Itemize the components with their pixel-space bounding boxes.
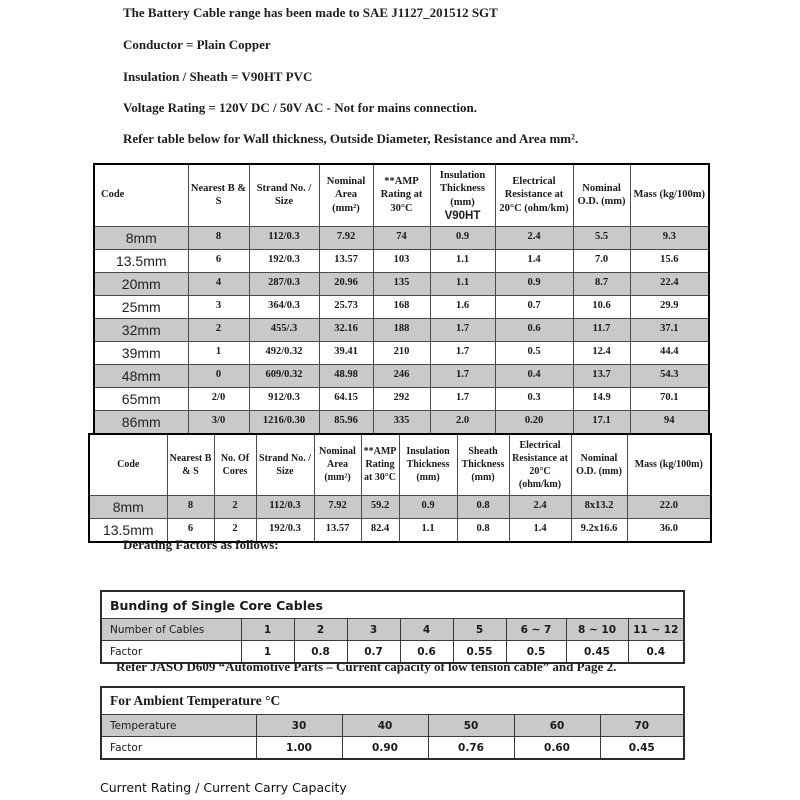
value-cell: 2 — [214, 518, 256, 542]
header-row — [94, 164, 709, 226]
value-cell: 60 — [514, 715, 600, 737]
code-cell: 13.5mm — [89, 518, 167, 542]
value-cell: 4 — [188, 272, 249, 295]
twin-core-spec-table — [88, 433, 712, 543]
value-cell: 11 ~ 12 — [628, 619, 684, 641]
table-row — [94, 341, 709, 364]
col-header-resistance: Electrical Resistance at 20°C (ohm/km) — [509, 434, 571, 495]
value-cell: 40 — [342, 715, 428, 737]
value-cell: 335 — [373, 410, 430, 434]
value-cell: 1.6 — [430, 295, 495, 318]
derating-heading: Derating Factors as follows: — [123, 537, 279, 552]
value-cell: 246 — [373, 364, 430, 387]
table-row — [94, 272, 709, 295]
code-cell: 8mm — [94, 226, 188, 249]
row-label-cell: Factor — [101, 641, 241, 664]
code-cell: 25mm — [94, 295, 188, 318]
value-cell: 50 — [428, 715, 514, 737]
value-cell: 0.7 — [495, 295, 573, 318]
table-row — [94, 318, 709, 341]
value-cell: 5.5 — [573, 226, 630, 249]
col-header-area: Nominal Area (mm²) — [319, 164, 373, 226]
value-cell: 5 — [453, 619, 506, 641]
value-cell: 39.41 — [319, 341, 373, 364]
code-cell: 8mm — [89, 495, 167, 518]
code-cell: 39mm — [94, 341, 188, 364]
intro-line-insulation: Insulation / Sheath = V90HT PVC — [123, 69, 313, 84]
value-cell: 0.8 — [294, 641, 347, 664]
value-cell: 85.96 — [319, 410, 373, 434]
value-cell: 0.3 — [495, 387, 573, 410]
bunding-table-title: Bunding of Single Core Cables — [101, 591, 684, 619]
value-cell: 0.45 — [600, 737, 684, 760]
value-cell: 8x13.2 — [571, 495, 627, 518]
value-cell: 12.4 — [573, 341, 630, 364]
col-header-od: Nominal O.D. (mm) — [571, 434, 627, 495]
col-header-nearest-bs: Nearest B & S — [167, 434, 214, 495]
code-cell: 48mm — [94, 364, 188, 387]
ambient-temperature-table — [100, 686, 685, 760]
col-header-cores: No. Of Cores — [214, 434, 256, 495]
value-cell: 1.7 — [430, 318, 495, 341]
value-cell: 11.7 — [573, 318, 630, 341]
value-cell: 70 — [600, 715, 684, 737]
value-cell: 0.55 — [453, 641, 506, 664]
value-cell: 9.2x16.6 — [571, 518, 627, 542]
header-row — [89, 434, 711, 495]
value-cell: 22.4 — [630, 272, 709, 295]
value-cell: 1.1 — [430, 272, 495, 295]
value-cell: 0.8 — [457, 495, 509, 518]
value-cell: 287/0.3 — [249, 272, 319, 295]
value-cell: 135 — [373, 272, 430, 295]
value-cell: 94 — [630, 410, 709, 434]
col-header-mass: Mass (kg/100m) — [627, 434, 711, 495]
intro-line-voltage: Voltage Rating = 120V DC / 50V AC - Not for mains connection. — [123, 100, 477, 115]
value-cell: 0.45 — [566, 641, 628, 664]
value-cell: 70.1 — [630, 387, 709, 410]
value-cell: 0.4 — [495, 364, 573, 387]
value-cell: 210 — [373, 341, 430, 364]
value-cell: 912/0.3 — [249, 387, 319, 410]
value-cell: 2.4 — [509, 495, 571, 518]
value-cell: 0.4 — [628, 641, 684, 664]
v90ht-label: V90HT — [444, 209, 481, 222]
value-cell: 14.9 — [573, 387, 630, 410]
insulation-thickness-label: Insulation Thickness (mm) — [439, 169, 486, 209]
value-cell: 2 — [188, 318, 249, 341]
value-cell: 64.15 — [319, 387, 373, 410]
value-cell: 7.92 — [314, 495, 361, 518]
value-cell: 112/0.3 — [256, 495, 314, 518]
table-row — [94, 295, 709, 318]
code-cell: 32mm — [94, 318, 188, 341]
value-cell: 6 — [167, 518, 214, 542]
col-header-strand: Strand No. / Size — [256, 434, 314, 495]
value-cell: 0.76 — [428, 737, 514, 760]
value-cell: 1216/0.30 — [249, 410, 319, 434]
value-cell: 37.1 — [630, 318, 709, 341]
table-row — [94, 249, 709, 272]
footer-current-rating-heading: Current Rating / Current Carry Capacity — [100, 780, 347, 795]
value-cell: 103 — [373, 249, 430, 272]
value-cell: 0.60 — [514, 737, 600, 760]
value-cell: 168 — [373, 295, 430, 318]
value-cell: 1.1 — [430, 249, 495, 272]
value-cell: 8 ~ 10 — [566, 619, 628, 641]
value-cell: 1.7 — [430, 341, 495, 364]
value-cell: 1.1 — [399, 518, 457, 542]
value-cell: 44.4 — [630, 341, 709, 364]
value-cell: 0.8 — [457, 518, 509, 542]
col-header-resistance: Electrical Resistance at 20°C (ohm/km) — [495, 164, 573, 226]
value-cell: 0.5 — [495, 341, 573, 364]
intro-line-conductor: Conductor = Plain Copper — [123, 37, 271, 52]
value-cell: 1.7 — [430, 364, 495, 387]
value-cell: 1.4 — [509, 518, 571, 542]
value-cell: 2.0 — [430, 410, 495, 434]
table-title-row — [101, 687, 684, 715]
value-cell: 13.7 — [573, 364, 630, 387]
col-header-code: Code — [89, 434, 167, 495]
value-cell: 7.92 — [319, 226, 373, 249]
value-cell: 2/0 — [188, 387, 249, 410]
table-row — [94, 410, 709, 434]
col-header-area: Nominal Area (mm²) — [314, 434, 361, 495]
value-cell: 192/0.3 — [256, 518, 314, 542]
value-cell: 112/0.3 — [249, 226, 319, 249]
value-cell: 1 — [241, 641, 294, 664]
value-cell: 59.2 — [361, 495, 399, 518]
col-header-code: Code — [94, 164, 188, 226]
value-cell: 192/0.3 — [249, 249, 319, 272]
table-row — [94, 387, 709, 410]
table-title-row — [101, 591, 684, 619]
value-cell: 0.9 — [399, 495, 457, 518]
row-label-cell: Number of Cables — [101, 619, 241, 641]
value-cell: 0.90 — [342, 737, 428, 760]
value-cell: 1 — [241, 619, 294, 641]
code-cell: 65mm — [94, 387, 188, 410]
value-cell: 4 — [400, 619, 453, 641]
value-cell: 82.4 — [361, 518, 399, 542]
value-cell: 13.57 — [314, 518, 361, 542]
value-cell: 1 — [188, 341, 249, 364]
value-cell: 20.96 — [319, 272, 373, 295]
value-cell: 0.9 — [430, 226, 495, 249]
table-row — [101, 619, 684, 641]
value-cell: 32.16 — [319, 318, 373, 341]
value-cell: 17.1 — [573, 410, 630, 434]
value-cell: 9.3 — [630, 226, 709, 249]
value-cell: 0.20 — [495, 410, 573, 434]
table-row — [101, 715, 684, 737]
col-header-insulation-thickness — [430, 164, 495, 226]
value-cell: 0.6 — [400, 641, 453, 664]
value-cell: 364/0.3 — [249, 295, 319, 318]
value-cell: 188 — [373, 318, 430, 341]
single-core-spec-table — [93, 163, 710, 435]
value-cell: 492/0.32 — [249, 341, 319, 364]
value-cell: 30 — [256, 715, 342, 737]
value-cell: 6 ~ 7 — [506, 619, 566, 641]
value-cell: 8.7 — [573, 272, 630, 295]
code-cell: 20mm — [94, 272, 188, 295]
table-row — [94, 364, 709, 387]
value-cell: 1.00 — [256, 737, 342, 760]
value-cell: 3 — [188, 295, 249, 318]
value-cell: 0.5 — [506, 641, 566, 664]
col-header-nearest-bs: Nearest B & S — [188, 164, 249, 226]
value-cell: 8 — [188, 226, 249, 249]
value-cell: 2 — [294, 619, 347, 641]
col-header-od: Nominal O.D. (mm) — [573, 164, 630, 226]
value-cell: 0 — [188, 364, 249, 387]
intro-line-standard: The Battery Cable range has been made to SAE J1127_201512 SGT — [123, 5, 498, 20]
col-header-amp-rating: **AMP Rating at 30°C — [361, 434, 399, 495]
value-cell: 3/0 — [188, 410, 249, 434]
value-cell: 2 — [214, 495, 256, 518]
bunding-derating-table — [100, 590, 685, 664]
value-cell: 54.3 — [630, 364, 709, 387]
ambient-table-title: For Ambient Temperature °C — [101, 687, 684, 715]
value-cell: 7.0 — [573, 249, 630, 272]
value-cell: 0.6 — [495, 318, 573, 341]
value-cell: 609/0.32 — [249, 364, 319, 387]
value-cell: 2.4 — [495, 226, 573, 249]
value-cell: 0.9 — [495, 272, 573, 295]
value-cell: 48.98 — [319, 364, 373, 387]
code-cell: 86mm — [94, 410, 188, 434]
value-cell: 1.4 — [495, 249, 573, 272]
value-cell: 8 — [167, 495, 214, 518]
value-cell: 25.73 — [319, 295, 373, 318]
table-row — [94, 226, 709, 249]
row-label-cell: Temperature — [101, 715, 256, 737]
jaso-reference-note: Refer JASO D609 “Automotive Parts – Current capacity of low tension cable” and Page 2. — [116, 659, 617, 674]
value-cell: 15.6 — [630, 249, 709, 272]
value-cell: 36.0 — [627, 518, 711, 542]
table-row — [89, 495, 711, 518]
intro-line-refer: Refer table below for Wall thickness, Outside Diameter, Resistance and Area mm². — [123, 131, 579, 146]
col-header-insulation-thickness: Insulation Thickness (mm) — [399, 434, 457, 495]
col-header-strand: Strand No. / Size — [249, 164, 319, 226]
value-cell: 74 — [373, 226, 430, 249]
value-cell: 22.0 — [627, 495, 711, 518]
value-cell: 6 — [188, 249, 249, 272]
value-cell: 3 — [347, 619, 400, 641]
row-label-cell: Factor — [101, 737, 256, 760]
value-cell: 0.7 — [347, 641, 400, 664]
col-header-sheath-thickness: Sheath Thickness (mm) — [457, 434, 509, 495]
value-cell: 10.6 — [573, 295, 630, 318]
value-cell: 13.57 — [319, 249, 373, 272]
value-cell: 29.9 — [630, 295, 709, 318]
code-cell: 13.5mm — [94, 249, 188, 272]
col-header-amp-rating: **AMP Rating at 30°C — [373, 164, 430, 226]
table-row — [101, 737, 684, 760]
col-header-mass: Mass (kg/100m) — [630, 164, 709, 226]
value-cell: 1.7 — [430, 387, 495, 410]
value-cell: 292 — [373, 387, 430, 410]
value-cell: 455/.3 — [249, 318, 319, 341]
